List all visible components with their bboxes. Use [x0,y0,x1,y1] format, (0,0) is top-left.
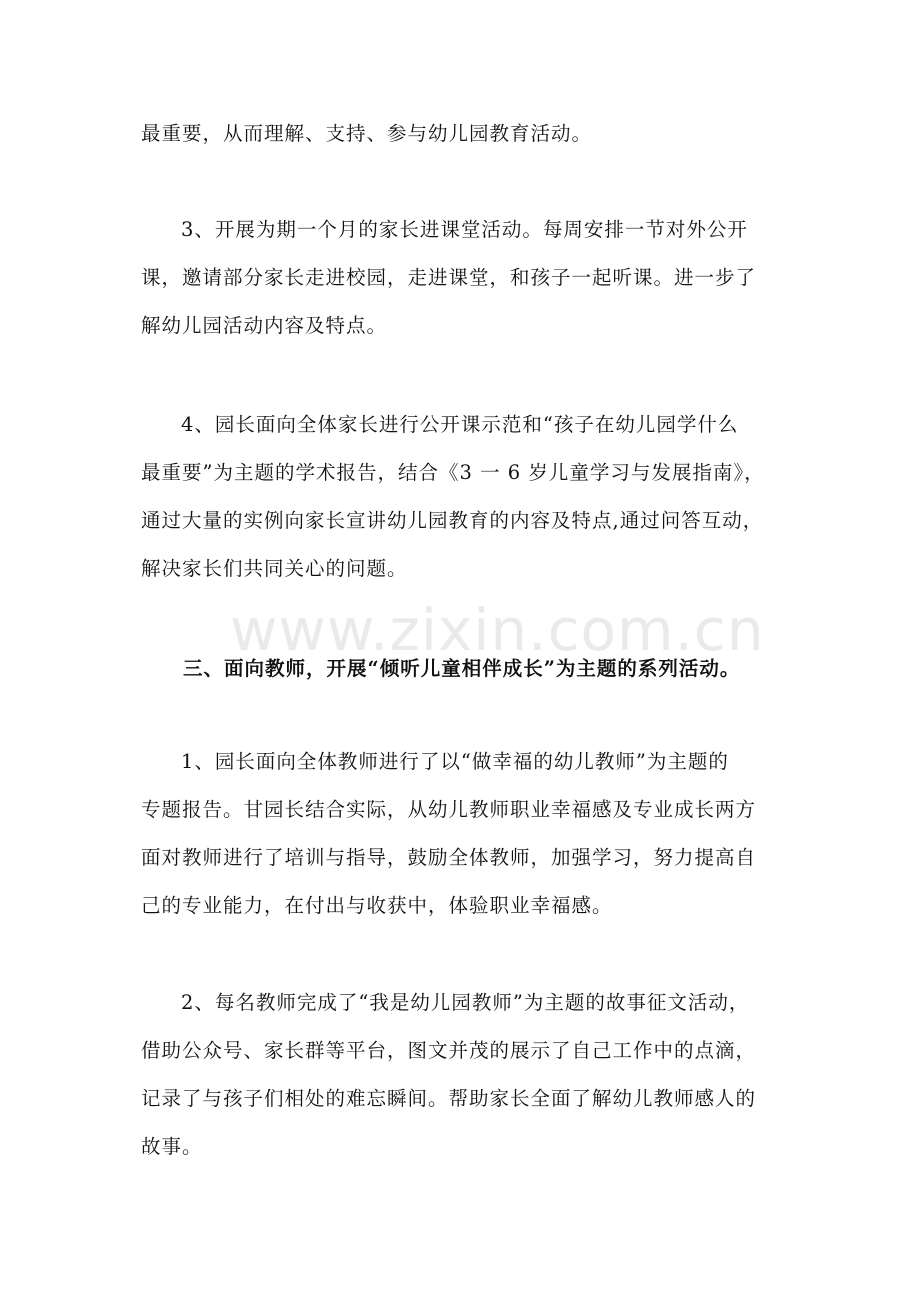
text-line: 最重要，从而理解、支持、参与幼儿园教育活动。 [141,122,593,145]
watermark: www.zixin.com.cn [230,596,765,664]
paragraph-item-3 [141,206,791,350]
text-line: 最重要”为主题的学术报告，结合《3 一 6 岁儿童学习与发展指南》， [141,461,765,484]
text-line: 2、每名教师完成了“我是幼儿园教师”为主题的故事征文活动， [181,991,750,1014]
paragraph-continuation [141,110,791,158]
text-line: 面对教师进行了培训与指导，鼓励全体教师，加强学习，努力提高自 [141,846,757,869]
text-line: 1、园长面向全体教师进行了以“做幸福的幼儿教师”为主题的 [181,750,729,773]
text-line: 故事。 [141,1135,203,1158]
section-heading-text: 三、面向教师，开展“倾听儿童相伴成长”为主题的系列活动。 [183,657,741,680]
text-line: 专题报告。甘园长结合实际，从幼儿教师职业幸福感及专业成长两方 [141,798,757,821]
text-line: 借助公众号、家长群等平台，图文并茂的展示了自己工作中的点滴， [141,1039,757,1062]
text-line: 4、园长面向全体家长进行公开课示范和“孩子在幼儿园学什么 [181,413,739,436]
text-line: 己的专业能力，在付出与收获中，体验职业幸福感。 [141,894,613,917]
text-line: 解幼儿园活动内容及特点。 [141,314,388,337]
paragraph-item-4 [141,401,791,593]
paragraph-teacher-item-1 [141,738,791,930]
text-line: 通过大量的实例向家长宣讲幼儿园教育的内容及特点,通过问答互动， [141,509,764,532]
text-line: 课，邀请部分家长走进校园，走进课堂，和孩子一起听课。进一步了 [141,266,757,289]
text-line: 记录了与孩子们相处的难忘瞬间。帮助家长全面了解幼儿教师感人的 [141,1087,757,1110]
text-line: 解决家长们共同关心的问题。 [141,557,408,580]
paragraph-teacher-item-2 [141,979,791,1171]
text-line: 3、开展为期一个月的家长进课堂活动。每周安排一节对外公开 [181,218,748,241]
section-heading [141,645,801,693]
